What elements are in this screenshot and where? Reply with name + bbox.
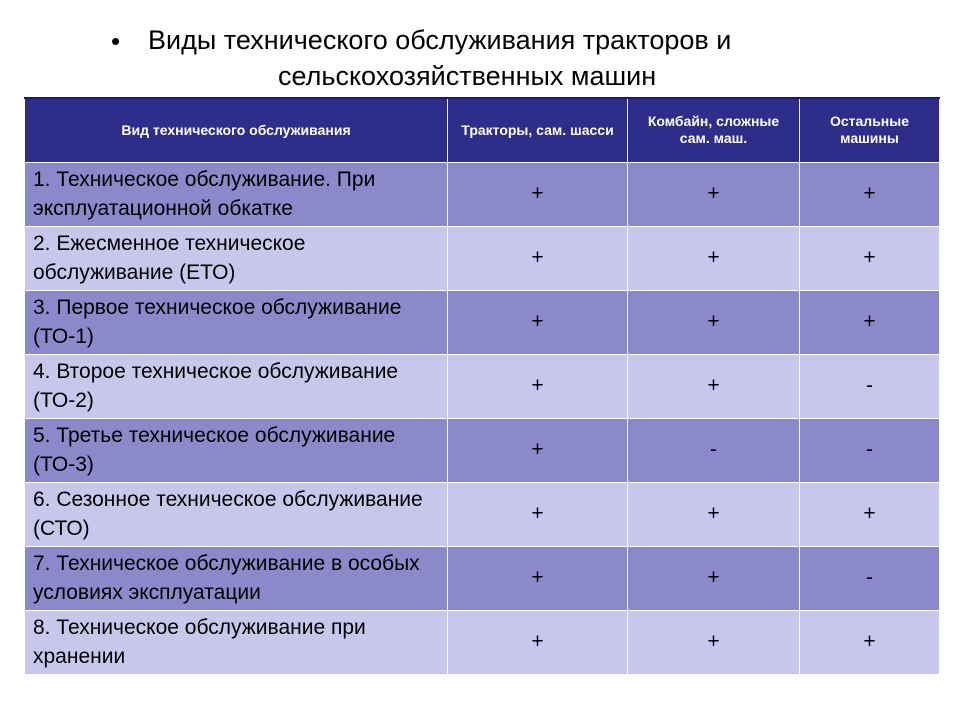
mark-other: + (800, 290, 940, 354)
table-row (25, 354, 940, 418)
mark-tractors: + (448, 546, 628, 610)
mark-tractors: + (448, 162, 628, 226)
mark-combines: + (628, 354, 800, 418)
mark-combines: + (628, 290, 800, 354)
mark-tractors: + (448, 418, 628, 482)
header-combines: Комбайн, сложные сам. маш. (628, 98, 800, 162)
slide-title (108, 22, 908, 94)
mark-combines: + (628, 610, 800, 674)
mark-tractors: + (448, 226, 628, 290)
mark-other: + (800, 226, 940, 290)
header-tractors: Тракторы, сам. шасси (448, 98, 628, 162)
mark-other: + (800, 162, 940, 226)
table-row (25, 482, 940, 546)
header-maintenance-type: Вид технического обслуживания (25, 98, 448, 162)
header-other-machines: Остальные машины (800, 98, 940, 162)
row-name: 3. Первое техническое обслуживание (ТО-1) (25, 290, 448, 354)
mark-other: + (800, 610, 940, 674)
row-name: 5. Третье техническое обслуживание (ТО-3) (25, 418, 448, 482)
mark-tractors: + (448, 482, 628, 546)
row-name: 1. Техническое обслуживание. При эксплуатационной обкатке (25, 162, 448, 226)
table-header-row (25, 98, 940, 162)
mark-combines: + (628, 482, 800, 546)
table-row (25, 162, 940, 226)
mark-other: - (800, 418, 940, 482)
title-line-2: сельскохозяйственных машин (278, 61, 657, 91)
maintenance-types-table (24, 97, 940, 675)
row-name: 7. Техническое обслуживание в особых условиях эксплуатации (25, 546, 448, 610)
mark-tractors: + (448, 290, 628, 354)
mark-combines: + (628, 546, 800, 610)
table-row (25, 226, 940, 290)
mark-combines: + (628, 226, 800, 290)
mark-other: + (800, 482, 940, 546)
row-name: 2. Ежесменное техническое обслуживание (ЕТО) (25, 226, 448, 290)
row-name: 4. Второе техническое обслуживание (ТО-2) (25, 354, 448, 418)
table-row (25, 610, 940, 674)
mark-tractors: + (448, 610, 628, 674)
table-row (25, 418, 940, 482)
table-row (25, 546, 940, 610)
bullet-icon: • (111, 26, 121, 56)
row-name: 6. Сезонное техническое обслуживание (СТО) (25, 482, 448, 546)
table-row (25, 290, 940, 354)
mark-other: - (800, 354, 940, 418)
mark-other: - (800, 546, 940, 610)
title-line-1: Виды технического обслуживания тракторов и (148, 25, 732, 55)
mark-combines: - (628, 418, 800, 482)
mark-tractors: + (448, 354, 628, 418)
row-name: 8. Техническое обслуживание при хранении (25, 610, 448, 674)
mark-combines: + (628, 162, 800, 226)
